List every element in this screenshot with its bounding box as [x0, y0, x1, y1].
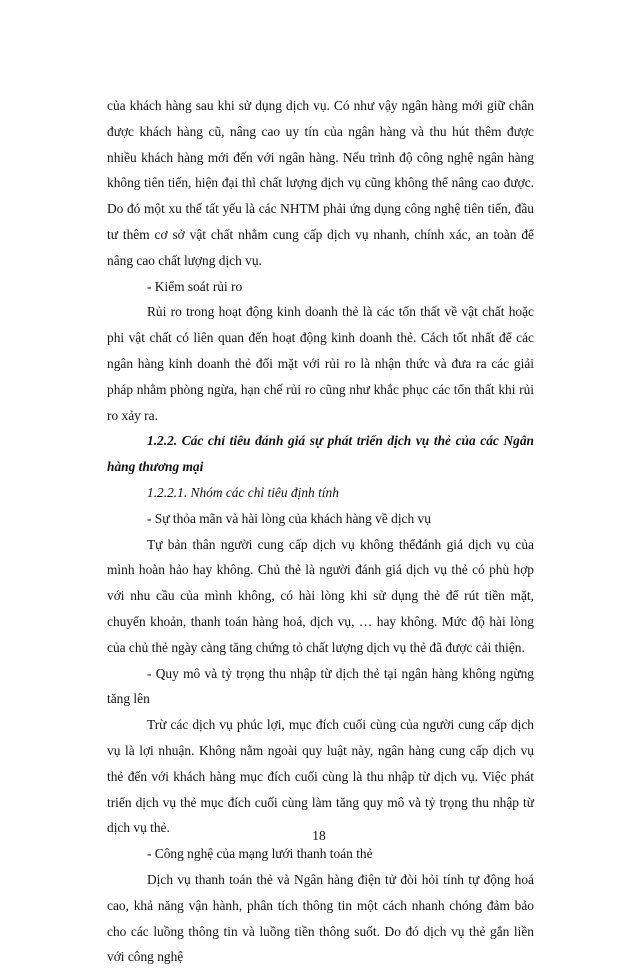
bullet-income: - Quy mô và tỷ trọng thu nhập từ dịch thẻ tại ngân hàng không ngừng tăng lên	[107, 665, 534, 707]
paragraph-income: Trừ các dịch vụ phúc lợi, mục đích cuối cùng của người cung cấp dịch vụ là lợi nhuận. Không nằm ngoài quy luật này, ngân hàng cung cấp dịch vụ thẻ đến với khách hàng mục đích cuối cùng là thu nhập từ dịch vụ. Việc phát triển dịch vụ thẻ mục đích cuối cùng làm tăng quy mô và tỷ trọng thu nhập từ dịch vụ thẻ.	[107, 717, 534, 836]
page-number: 18	[312, 828, 326, 843]
bullet-satisfaction: - Sự thỏa mãn và hài lòng của khách hàng về dịch vụ	[147, 510, 431, 526]
paragraph-technology: Dịch vụ thanh toán thẻ và Ngân hàng điện tử đòi hỏi tính tự động hoá cao, khả năng vận hành, phân tích thông tin một cách nhanh chóng đảm bảo cho các luồng thông tin và luồng tiền thông suốt. Do đó dịch vụ thẻ gắn liền với công nghệ	[107, 871, 534, 965]
subsection-heading: 1.2.2.1. Nhóm các chỉ tiêu định tính	[147, 484, 339, 500]
paragraph-intro: của khách hàng sau khi sử dụng dịch vụ. Có như vậy ngân hàng mới giữ chân được khách hàng cũ, nâng cao uy tín của ngân hàng và thu hút thêm được nhiều khách hàng mới đến với ngân hàng. Nếu trình độ công nghệ ngân hàng không tiên tiến, hiện đại thì chất lượng dịch vụ cũng không thể nâng cao được. Do đó một xu thế tất yếu là các NHTM phải ứng dụng công nghệ tiên tiến, đầu tư thêm cơ sở vật chất nhằm cung cấp dịch vụ nhanh, chính xác, an toàn để nâng cao chất lượng dịch vụ.	[107, 98, 534, 268]
paragraph-risk: Rủi ro trong hoạt động kinh doanh thẻ là các tổn thất về vật chất hoặc phi vật chất có liên quan đến hoạt động kinh doanh thẻ. Cách tốt nhất để các ngân hàng kinh doanh thẻ đối mặt với rủi ro là nhận thức và đưa ra các giải pháp nhằm phòng ngừa, hạn chế rủi ro cũng như khắc phục các tổn thất khi rủi ro xảy ra.	[107, 304, 534, 423]
paragraph-satisfaction: Tự bản thân người cung cấp dịch vụ không thểđánh giá dịch vụ của mình hoàn hảo hay không. Chủ thẻ là người đánh giá dịch vụ thẻ có phù hợp với nhu cầu của mình không, có hài lòng khi sử dụng thẻ để rút tiền mặt, chuyển khoản, thanh toán hàng hoá, dịch vụ, … hay không. Mức độ hài lòng của chủ thẻ ngày càng tăng chứng tỏ chất lượng dịch vụ thẻ đã được cải thiện.	[107, 536, 534, 655]
bullet-risk-control: - Kiểm soát rủi ro	[147, 278, 243, 294]
section-heading: 1.2.2. Các chỉ tiêu đánh giá sự phát triển dịch vụ thẻ của các Ngân hàng thương mại	[107, 433, 534, 475]
bullet-technology: - Công nghệ của mạng lưới thanh toán thẻ	[147, 846, 373, 862]
